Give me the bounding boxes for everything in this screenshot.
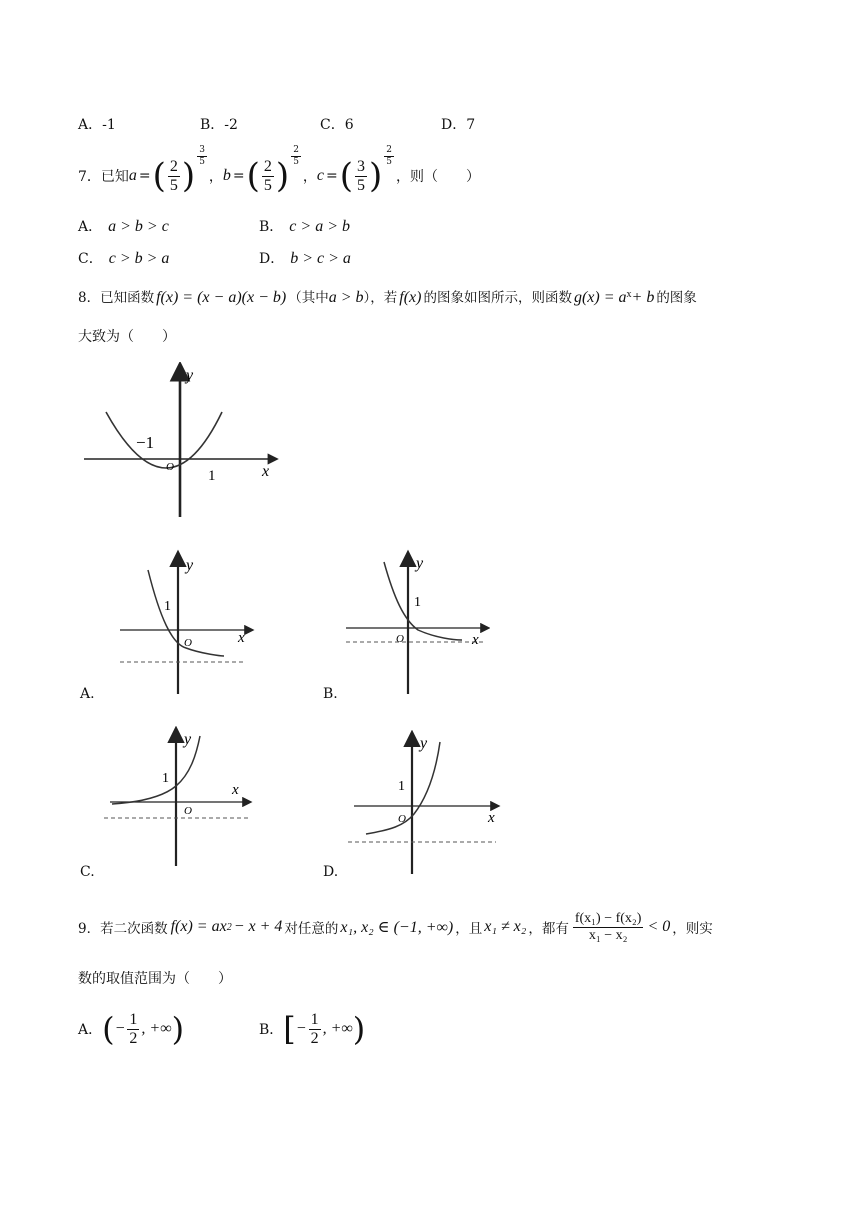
one-label: 1 <box>414 595 421 610</box>
neg1-label: −1 <box>136 433 155 452</box>
q7-exp-c-den: 5 <box>386 157 393 167</box>
q7-exp-a-num: 3 <box>199 145 205 155</box>
origin-label: O <box>398 813 406 825</box>
q7-prefix: 7．已知 <box>78 169 129 185</box>
origin-label: O <box>166 461 174 473</box>
q7-exp-a <box>197 146 207 167</box>
q7-frac-a-num: 2 <box>169 157 178 175</box>
q7-frac-b-den: 5 <box>263 176 272 194</box>
q7-c-var: c <box>316 167 325 184</box>
q7-b-var: b <box>222 167 231 184</box>
y-label: y <box>186 367 194 384</box>
q6-option-c: C．6 <box>320 117 354 133</box>
one-label: 1 <box>164 599 171 614</box>
origin-label: O <box>396 633 404 645</box>
q8-line-1: 8．已知函数 f(x) = (x − a)(x − b) （其中a > b），若 f(x) 的图象如图所示，则函数 $g(x) = a^x+ b$ 的图象 <box>78 288 697 306</box>
q8-option-a-label: A. <box>80 686 95 702</box>
q7-frac-b-num: 2 <box>263 157 272 175</box>
y-label: y <box>420 735 428 752</box>
q8-option-b-label: B. <box>323 686 338 702</box>
y-label: y <box>184 731 192 748</box>
q7-option-a: A． a > b > c <box>78 218 169 235</box>
q7-frac-a <box>168 159 180 194</box>
q7-frac-c <box>355 159 367 194</box>
x-label: x <box>232 782 239 798</box>
q7-suffix: ，则（ ） <box>396 169 481 185</box>
q9-option-b: B． [ − $\frac{1}{2}$ , +∞ ) <box>259 1010 366 1048</box>
q9-option-a: A． ( − $\frac{1}{2}$ , +∞ ) <box>78 1010 185 1048</box>
q7-frac-c-den: 5 <box>357 176 366 194</box>
q8-graph-c <box>104 726 254 868</box>
q7-eq-b: = <box>232 168 245 184</box>
x-label: x <box>488 810 495 826</box>
q8-option-d-label: D. <box>323 864 339 880</box>
origin-label: O <box>184 805 192 817</box>
q6-option-d: D．7 <box>441 117 476 133</box>
x-label: x <box>262 463 270 480</box>
q7-frac-b <box>262 159 274 194</box>
q7-option-c: C． c > b > a <box>78 250 170 267</box>
q8-graph-b <box>344 548 490 696</box>
x-label: x <box>238 630 245 646</box>
q8-option-c-label: C. <box>80 864 95 880</box>
q7-exp-c <box>384 146 394 167</box>
one-label: 1 <box>398 779 405 794</box>
y-label: y <box>416 555 424 572</box>
q9-line-1: 9．若二次函数 f(x) = ax 2 − x + 4 对任意的 x₁, x₂ ∈ (−1, +∞) ，且 x₁ ≠ x₂ ，都有 $\frac{\text{f(x₁) − f(x₂)}}{\text{x₁ − x₂}}$ < 0 ，则实 <box>78 910 713 943</box>
q7-exp-b <box>291 146 301 167</box>
origin-label: O <box>184 637 192 649</box>
q9-frac-den: x₁ − x₂ <box>588 927 628 943</box>
one-label: 1 <box>208 468 216 484</box>
q7-sep-1: ， <box>208 169 223 185</box>
q8-graph-d <box>344 730 502 876</box>
q8-graph-a <box>116 548 256 696</box>
q6-option-a: A．-1 <box>78 117 116 133</box>
x-label: x <box>472 632 479 648</box>
q7-exp-c-num: 2 <box>386 145 393 155</box>
q7-exp-a-den: 5 <box>199 157 205 167</box>
q7-exp-b-den: 5 <box>293 157 299 167</box>
q7-a-var: a <box>128 167 137 184</box>
q9-line-2: 数的取值范围为（ ） <box>78 971 232 987</box>
q7-exp-b-num: 2 <box>293 145 299 155</box>
q8-line-2: 大致为（ ） <box>78 329 176 345</box>
y-label: y <box>186 557 194 574</box>
q7-option-b: B． c > a > b <box>259 218 350 235</box>
q7-sep-2: ， <box>302 169 317 185</box>
q7-statement: 7．已知 a = ( $\frac{2}{5}$ ) $\frac{3}{5}$ ， b = ( $\frac{2}{5}$ ) $\frac{2}{5}$ ， c = ( $\frac{3}{5}$ ) $\frac{2}{5}$ ，则（ ） <box>78 145 481 196</box>
q7-frac-c-num: 3 <box>357 157 366 175</box>
q7-eq-a: = <box>138 168 151 184</box>
q7-frac-a-den: 5 <box>169 176 178 194</box>
one-label: 1 <box>162 771 169 786</box>
q7-option-d: D． b > c > a <box>259 250 351 267</box>
q6-option-b: B．-2 <box>200 117 238 133</box>
q7-eq-c: = <box>326 168 338 184</box>
q8-parabola-graph <box>80 362 280 522</box>
q9-frac-num: f(x₁) − f(x₂) <box>574 910 642 926</box>
